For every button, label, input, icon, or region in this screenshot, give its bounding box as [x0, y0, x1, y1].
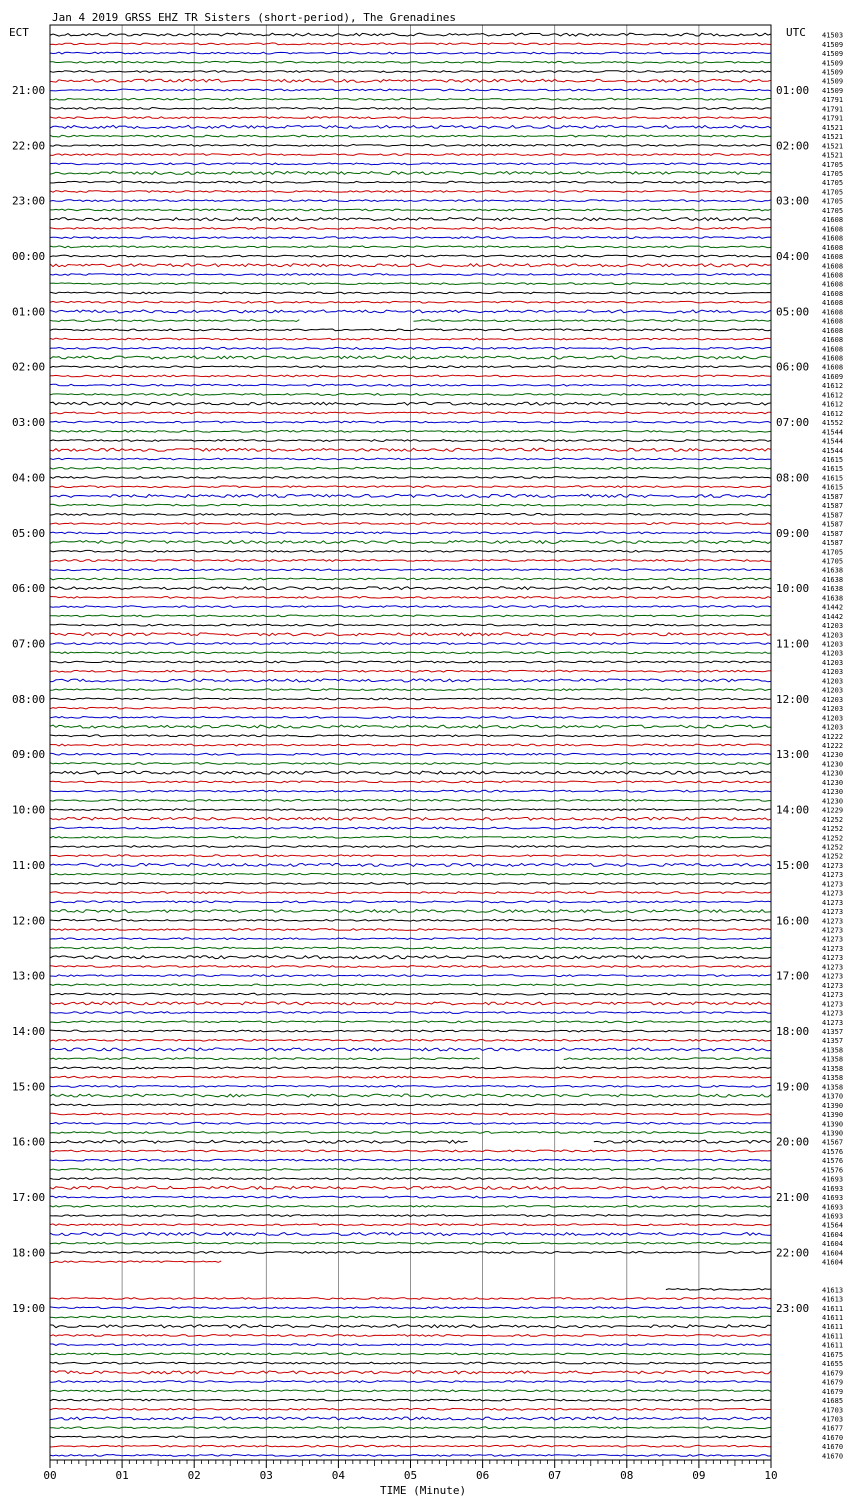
- trace-count-label: 41608: [822, 345, 844, 354]
- trace-count-label: 41576: [822, 1166, 844, 1175]
- trace-count-label: 41615: [822, 456, 844, 464]
- trace-count-label: 41567: [822, 1138, 844, 1147]
- trace-count-label: 41273: [822, 981, 844, 990]
- trace-count-label: 41703: [822, 1415, 844, 1424]
- left-hour-label: 23:00: [12, 194, 46, 208]
- left-hour-label: 07:00: [12, 637, 46, 651]
- left-hour-label: 14:00: [12, 1025, 46, 1038]
- trace-count-label: 41203: [822, 640, 844, 649]
- left-hour-label: 08:00: [12, 692, 46, 706]
- left-hour-label: 22:00: [12, 139, 46, 153]
- trace-count-label: 41509: [822, 86, 844, 95]
- trace-count-label: 41677: [822, 1424, 844, 1433]
- right-hour-label: 19:00: [776, 1080, 810, 1094]
- trace-count-label: 41390: [822, 1111, 844, 1120]
- trace-count-label: 41273: [822, 954, 844, 963]
- trace-count-label: 41791: [822, 114, 844, 123]
- trace-count-label: 41358: [822, 1055, 844, 1064]
- right-hour-label: 17:00: [776, 969, 810, 983]
- trace-count-label: 41693: [822, 1184, 844, 1193]
- left-hour-label: 01:00: [12, 305, 46, 319]
- trace-count-label: 41203: [822, 695, 844, 704]
- left-axis-label: ECT: [9, 26, 29, 39]
- trace-count-label: 41230: [822, 778, 844, 787]
- x-tick-label: 09: [692, 1469, 706, 1482]
- trace-count-label: 41252: [822, 852, 844, 861]
- trace-count-label: 41679: [822, 1369, 844, 1378]
- seismic-trace: [666, 1289, 771, 1291]
- trace-count-label: 41587: [822, 502, 844, 511]
- trace-count-label: 41611: [822, 1332, 844, 1341]
- left-hour-label: 18:00: [12, 1246, 46, 1260]
- trace-count-label: 41544: [822, 428, 844, 437]
- trace-count-label: 41273: [822, 972, 844, 981]
- trace-count-label: 41638: [822, 594, 844, 603]
- trace-count-label: 41370: [822, 1092, 844, 1101]
- trace-count-label: 41357: [822, 1028, 844, 1036]
- seismic-trace: [50, 1140, 468, 1143]
- x-axis-label: TIME (Minute): [380, 1484, 467, 1497]
- trace-count-label: 41705: [822, 557, 844, 566]
- right-hour-label: 11:00: [776, 637, 810, 651]
- seismic-trace: [594, 1140, 771, 1143]
- trace-count-label: 41390: [822, 1101, 844, 1110]
- trace-count-label: 41203: [822, 658, 844, 667]
- right-hour-label: 04:00: [776, 250, 810, 264]
- trace-count-label: 41608: [822, 336, 844, 345]
- trace-count-label: 41608: [822, 280, 844, 289]
- trace-count-label: 41612: [822, 400, 844, 409]
- trace-count-label: 41693: [822, 1212, 844, 1221]
- trace-count-label: 41608: [822, 234, 844, 243]
- trace-count-label: 41693: [822, 1203, 844, 1212]
- left-hour-label: 02:00: [12, 360, 46, 374]
- trace-count-label: 41390: [822, 1129, 844, 1138]
- trace-count-label: 41608: [822, 253, 844, 262]
- trace-count-label: 41273: [822, 880, 844, 889]
- trace-count-label: 41442: [822, 612, 844, 621]
- trace-count-label: 41685: [822, 1397, 844, 1406]
- x-tick-label: 02: [187, 1469, 201, 1482]
- left-hour-label: 16:00: [12, 1135, 46, 1149]
- trace-count-label: 41521: [822, 123, 844, 132]
- trace-count-label: 41615: [822, 474, 844, 483]
- trace-count-label: 41611: [822, 1323, 844, 1332]
- trace-count-label: 41273: [822, 917, 844, 926]
- trace-count-label: 41587: [822, 492, 844, 501]
- trace-count-label: 41679: [822, 1378, 844, 1387]
- right-hour-label: 21:00: [776, 1191, 810, 1205]
- trace-count-label: 41791: [822, 105, 844, 114]
- trace-count-label: 41273: [822, 861, 844, 870]
- trace-count-label: 41203: [822, 705, 844, 714]
- trace-count-label: 41576: [822, 1157, 844, 1166]
- trace-count-label: 41608: [822, 243, 844, 252]
- trace-count-label: 41552: [822, 419, 844, 428]
- right-hour-label: 06:00: [776, 360, 810, 374]
- trace-count-label: 41273: [822, 908, 844, 917]
- trace-count-label: 41203: [822, 714, 844, 723]
- trace-count-label: 41705: [822, 197, 844, 206]
- trace-count-label: 41705: [822, 548, 844, 557]
- x-tick-label: 05: [403, 1469, 418, 1482]
- trace-count-label: 41229: [822, 806, 844, 815]
- trace-count-label: 41670: [822, 1452, 844, 1461]
- trace-count-label: 41611: [822, 1314, 844, 1322]
- trace-count-label: 41358: [822, 1074, 844, 1083]
- trace-count-label: 41576: [822, 1147, 844, 1156]
- left-hour-label: 21:00: [12, 83, 46, 97]
- right-hour-label: 23:00: [776, 1301, 810, 1315]
- trace-count-label: 41587: [822, 520, 844, 529]
- right-hour-label: 02:00: [776, 139, 810, 153]
- trace-count-label: 41273: [822, 926, 844, 935]
- trace-count-label: 41705: [822, 160, 844, 169]
- trace-count-label: 41230: [822, 760, 844, 769]
- trace-count-label: 41791: [822, 96, 844, 105]
- trace-count-label: 41655: [822, 1360, 844, 1369]
- trace-count-label: 41638: [822, 566, 844, 575]
- seismic-trace: [414, 320, 772, 322]
- trace-count-label: 41273: [822, 991, 844, 1000]
- trace-count-label: 41222: [822, 742, 844, 750]
- trace-count-label: 41509: [822, 77, 844, 86]
- left-hour-label: 05:00: [12, 526, 46, 540]
- x-tick-label: 08: [620, 1469, 634, 1482]
- trace-count-label: 41703: [822, 1406, 844, 1415]
- right-hour-label: 14:00: [776, 803, 810, 817]
- trace-count-label: 41693: [822, 1175, 844, 1184]
- left-hour-label: 10:00: [12, 803, 46, 817]
- trace-count-label: 41230: [822, 769, 844, 778]
- trace-count-label: 41203: [822, 723, 844, 732]
- right-hour-label: 09:00: [776, 526, 810, 540]
- trace-count-label: 41358: [822, 1083, 844, 1092]
- trace-count-label: 41612: [822, 382, 844, 391]
- right-hour-label: 08:00: [776, 471, 810, 485]
- trace-count-label: 41670: [822, 1433, 844, 1442]
- trace-count-labels: [822, 32, 843, 1461]
- trace-count-label: 41615: [822, 483, 844, 492]
- trace-count-label: 41509: [822, 50, 844, 59]
- trace-count-label: 41252: [822, 843, 844, 852]
- trace-count-label: 41608: [822, 216, 844, 225]
- x-tick-label: 06: [475, 1469, 490, 1482]
- trace-count-label: 41273: [822, 1009, 844, 1018]
- right-hour-label: 10:00: [776, 582, 810, 596]
- trace-count-label: 41442: [822, 603, 844, 612]
- trace-count-label: 41604: [822, 1249, 844, 1258]
- trace-count-label: 41604: [822, 1258, 844, 1267]
- trace-count-label: 41203: [822, 686, 844, 695]
- left-hour-label: 03:00: [12, 416, 46, 430]
- trace-count-label: 41203: [822, 649, 844, 658]
- seismic-trace: [50, 1058, 480, 1060]
- trace-count-label: 41604: [822, 1230, 844, 1239]
- left-hour-label: 11:00: [12, 858, 46, 872]
- trace-count-label: 41509: [822, 40, 844, 49]
- right-hour-label: 05:00: [776, 305, 810, 319]
- trace-count-label: 41608: [822, 326, 844, 335]
- right-hour-label: 22:00: [776, 1246, 810, 1260]
- trace-count-label: 41615: [822, 465, 844, 474]
- trace-count-label: 41612: [822, 409, 844, 418]
- trace-count-label: 41222: [822, 732, 844, 741]
- trace-count-label: 41273: [822, 935, 844, 944]
- left-hour-label: 00:00: [12, 250, 46, 264]
- trace-count-label: 41679: [822, 1387, 844, 1396]
- trace-count-label: 41638: [822, 575, 844, 584]
- seismic-trace: [50, 1261, 221, 1263]
- trace-count-label: 41544: [822, 437, 844, 446]
- left-hour-label: 15:00: [12, 1080, 46, 1094]
- trace-count-label: 41613: [822, 1295, 844, 1304]
- trace-count-label: 41587: [822, 529, 844, 538]
- trace-count-label: 41705: [822, 179, 844, 188]
- left-hour-label: 06:00: [12, 582, 46, 596]
- trace-count-label: 41587: [822, 539, 844, 548]
- right-hour-label: 12:00: [776, 692, 810, 706]
- trace-count-label: 41612: [822, 391, 844, 400]
- trace-count-label: 41608: [822, 363, 844, 372]
- left-hour-label: 17:00: [12, 1191, 46, 1205]
- x-tick-label: 00: [43, 1469, 57, 1482]
- trace-count-label: 41358: [822, 1064, 844, 1073]
- trace-count-label: 41521: [822, 142, 844, 151]
- right-hour-label: 16:00: [776, 914, 810, 928]
- left-hour-label: 12:00: [12, 914, 46, 928]
- trace-count-label: 41608: [822, 308, 844, 317]
- trace-count-label: 41521: [822, 133, 844, 142]
- x-tick-label: 01: [115, 1469, 129, 1482]
- right-hour-label: 13:00: [776, 748, 810, 762]
- trace-count-label: 41705: [822, 206, 844, 215]
- trace-count-label: 41608: [822, 262, 844, 271]
- trace-count-label: 41230: [822, 751, 844, 760]
- right-hour-label: 15:00: [776, 858, 810, 872]
- trace-count-label: 41608: [822, 299, 844, 308]
- trace-count-label: 41357: [822, 1037, 844, 1046]
- right-hour-label: 18:00: [776, 1025, 810, 1038]
- trace-count-label: 41705: [822, 188, 844, 197]
- trace-count-label: 41564: [822, 1221, 844, 1230]
- grid-lines: [50, 25, 771, 1460]
- time-axis: [43, 1460, 777, 1482]
- trace-count-label: 41611: [822, 1304, 844, 1313]
- trace-count-label: 41252: [822, 815, 844, 824]
- trace-count-label: 41273: [822, 944, 844, 953]
- trace-count-label: 41608: [822, 354, 844, 363]
- trace-count-label: 41509: [822, 59, 844, 68]
- left-hour-label: 09:00: [12, 748, 46, 762]
- trace-count-label: 41273: [822, 889, 844, 898]
- trace-count-label: 41608: [822, 271, 844, 280]
- right-axis-label: UTC: [786, 26, 806, 39]
- trace-count-label: 41273: [822, 871, 844, 880]
- trace-count-label: 41273: [822, 898, 844, 907]
- seismic-trace: [564, 1058, 771, 1060]
- trace-count-label: 41203: [822, 622, 844, 631]
- trace-count-label: 41203: [822, 668, 844, 677]
- trace-count-label: 41544: [822, 446, 844, 455]
- trace-count-label: 41611: [822, 1341, 844, 1350]
- trace-count-label: 41252: [822, 825, 844, 834]
- trace-count-label: 41230: [822, 788, 844, 797]
- chart-title: Jan 4 2019 GRSS EHZ TR Sisters (short-period), The Grenadines: [52, 11, 456, 24]
- trace-count-label: 41608: [822, 317, 844, 326]
- trace-count-label: 41670: [822, 1443, 844, 1452]
- right-hour-label: 20:00: [776, 1135, 810, 1149]
- trace-count-label: 41273: [822, 1000, 844, 1009]
- trace-count-label: 41608: [822, 289, 844, 298]
- trace-count-label: 41521: [822, 151, 844, 160]
- left-hour-label: 13:00: [12, 969, 46, 983]
- trace-count-label: 41203: [822, 677, 844, 686]
- trace-count-label: 41587: [822, 511, 844, 520]
- x-tick-label: 03: [259, 1469, 273, 1482]
- trace-count-label: 41509: [822, 68, 844, 77]
- trace-count-label: 41705: [822, 170, 844, 178]
- trace-count-label: 41273: [822, 963, 844, 972]
- trace-count-label: 41693: [822, 1194, 844, 1203]
- seismic-trace: [50, 320, 299, 322]
- trace-count-label: 41503: [822, 31, 844, 40]
- left-hour-label: 19:00: [12, 1301, 46, 1315]
- right-hour-label: 03:00: [776, 194, 810, 208]
- x-tick-label: 07: [548, 1469, 562, 1482]
- trace-count-label: 41203: [822, 631, 844, 640]
- trace-count-label: 41609: [822, 372, 844, 381]
- trace-count-label: 41638: [822, 585, 844, 594]
- left-hour-label: 04:00: [12, 471, 46, 485]
- right-hour-label: 01:00: [776, 83, 810, 97]
- x-tick-label: 10: [764, 1469, 778, 1482]
- x-tick-label: 04: [331, 1469, 346, 1482]
- trace-count-label: 41613: [822, 1286, 844, 1295]
- right-hour-label: 07:00: [776, 416, 810, 430]
- trace-count-label: 41358: [822, 1046, 844, 1055]
- trace-count-label: 41252: [822, 834, 844, 843]
- trace-count-label: 41273: [822, 1018, 844, 1027]
- trace-count-label: 41230: [822, 797, 844, 806]
- trace-count-label: 41604: [822, 1240, 844, 1249]
- trace-count-label: 41390: [822, 1120, 844, 1129]
- trace-count-label: 41675: [822, 1350, 844, 1359]
- trace-count-label: 41608: [822, 225, 844, 234]
